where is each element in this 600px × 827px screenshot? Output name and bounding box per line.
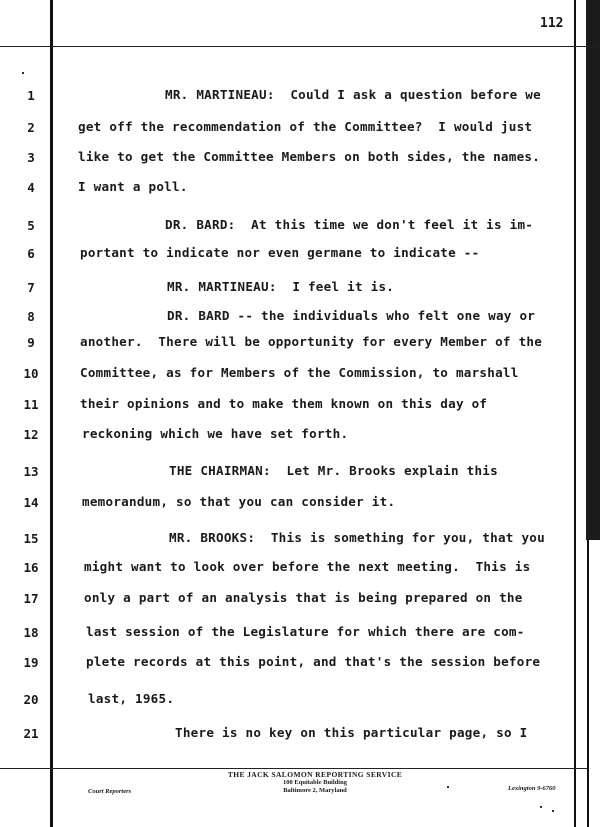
scan-edge-shadow — [586, 0, 600, 540]
line-number: 13 — [23, 464, 39, 479]
footer-rule — [0, 768, 588, 769]
transcript-line: last session of the Legislature for which there are com- — [86, 624, 525, 639]
line-number: 12 — [23, 427, 39, 442]
line-number: 3 — [27, 150, 35, 165]
footer-phone: Lexington 9-6760 — [508, 785, 556, 792]
line-number: 10 — [23, 366, 39, 381]
transcript-line: MR. MARTINEAU: I feel it is. — [167, 279, 395, 294]
line-number: 9 — [27, 335, 35, 350]
scan-speck — [540, 806, 542, 808]
line-number: 5 — [27, 218, 35, 233]
line-number: 4 — [27, 180, 35, 195]
line-number: 20 — [23, 692, 39, 707]
transcript-line: get off the recommendation of the Committee? I would just — [78, 119, 533, 134]
transcript-line: another. There will be opportunity for every Member of the — [80, 334, 543, 349]
line-number: 16 — [23, 560, 39, 575]
line-number: 17 — [23, 591, 39, 606]
line-number: 6 — [27, 246, 35, 261]
transcript-line: their opinions and to make them known on this day of — [80, 396, 488, 411]
header-rule — [0, 46, 600, 47]
transcript-line: MR. MARTINEAU: Could I ask a question before we — [165, 87, 541, 102]
transcript-line: Committee, as for Members of the Commission, to marshall — [80, 365, 519, 380]
transcript-line: THE CHAIRMAN: Let Mr. Brooks explain this — [169, 463, 498, 478]
transcript-line: memorandum, so that you can consider it. — [82, 494, 396, 509]
transcript-line: only a part of an analysis that is being prepared on the — [84, 590, 523, 605]
transcript-line: reckoning which we have set forth. — [82, 426, 349, 441]
footer-court-reporters: Court Reporters — [88, 788, 132, 795]
transcript-line: like to get the Committee Members on both sides, the names. — [78, 149, 541, 164]
footer-address-1: 100 Equitable Building — [283, 779, 347, 786]
line-number: 19 — [23, 655, 39, 670]
line-number: 21 — [23, 726, 39, 741]
scan-speck — [447, 786, 449, 788]
right-margin-rule — [574, 0, 576, 827]
line-number: 8 — [27, 309, 35, 324]
scan-speck — [552, 810, 554, 812]
line-number: 14 — [23, 495, 39, 510]
transcript-line: plete records at this point, and that's the session before — [86, 654, 541, 669]
line-number: 1 — [27, 88, 35, 103]
scan-speck — [22, 72, 24, 74]
footer-company: THE JACK SALOMON REPORTING SERVICE — [227, 770, 403, 779]
line-number: 15 — [23, 531, 39, 546]
transcript-line: last, 1965. — [88, 691, 175, 706]
transcript-line: MR. BROOKS: This is something for you, that you — [169, 530, 545, 545]
transcript-line: portant to indicate nor even germane to indicate -- — [80, 245, 480, 260]
page-number: 112 — [540, 16, 564, 31]
line-number: 11 — [23, 397, 39, 412]
transcript-line: I want a poll. — [78, 179, 188, 194]
transcript-line: DR. BARD -- the individuals who felt one way or — [167, 308, 536, 323]
line-number: 7 — [27, 280, 35, 295]
line-number: 2 — [27, 120, 35, 135]
line-number: 18 — [23, 625, 39, 640]
scan-edge-line — [587, 540, 589, 827]
footer-address-2: Baltimore 2, Maryland — [283, 787, 347, 794]
transcript-line: There is no key on this particular page, so I — [175, 725, 528, 740]
footer-letterhead — [200, 771, 430, 795]
transcript-line: DR. BARD: At this time we don't feel it is im- — [165, 217, 534, 232]
left-margin-rule — [50, 0, 53, 827]
transcript-line: might want to look over before the next meeting. This is — [84, 559, 531, 574]
